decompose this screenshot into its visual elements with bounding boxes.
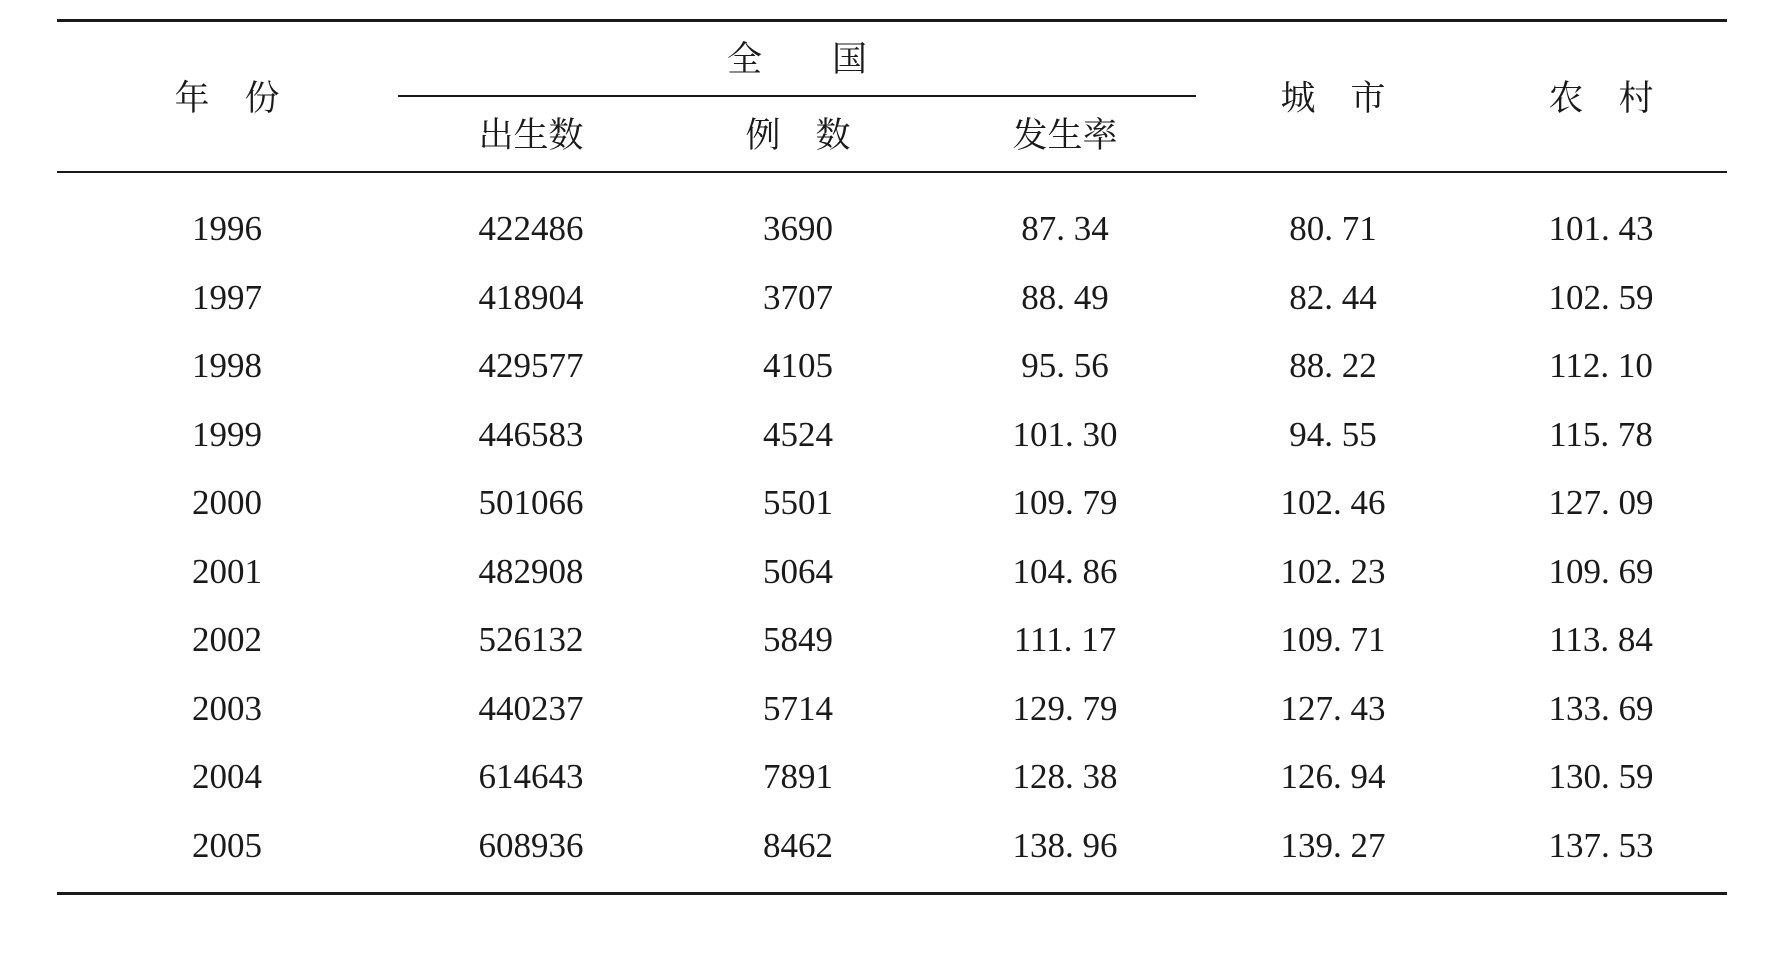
cell-city: 82. 44 <box>1289 277 1377 317</box>
cell-rural: 109. 69 <box>1548 551 1654 591</box>
table-top-rule <box>57 19 1727 22</box>
cell-city: 80. 71 <box>1289 209 1377 248</box>
cell-year: 2005 <box>192 825 262 865</box>
cell-year: 1999 <box>192 414 262 454</box>
cell-rural: 101. 43 <box>1548 209 1654 248</box>
cell-rural: 102. 59 <box>1548 277 1654 317</box>
cell-city: 102. 46 <box>1280 483 1386 522</box>
cell-rural: 130. 59 <box>1548 757 1654 796</box>
cell-cases: 4524 <box>763 414 833 454</box>
cell-year: 2002 <box>192 620 262 659</box>
cell-cases: 3690 <box>763 209 833 248</box>
cell-city: 88. 22 <box>1289 346 1377 385</box>
cell-cases: 5714 <box>763 688 833 728</box>
cell-year: 1996 <box>192 209 262 248</box>
cell-rate: 87. 34 <box>1021 209 1109 248</box>
cell-city: 109. 71 <box>1280 620 1386 659</box>
cell-rate: 88. 49 <box>1021 277 1109 317</box>
cell-rural: 113. 84 <box>1549 620 1653 659</box>
cell-rate: 129. 79 <box>1012 688 1118 728</box>
cell-rural: 127. 09 <box>1548 483 1654 522</box>
header-city: 城 市 <box>1280 79 1386 119</box>
header-bottom-rule <box>57 171 1727 173</box>
cell-rate: 101. 30 <box>1012 414 1118 454</box>
cell-births: 614643 <box>478 757 584 796</box>
cell-births: 501066 <box>478 483 584 522</box>
cell-births: 440237 <box>478 688 584 728</box>
cell-births: 526132 <box>478 620 584 659</box>
cell-rural: 112. 10 <box>1549 346 1653 385</box>
cell-births: 422486 <box>478 209 584 248</box>
cell-cases: 7891 <box>763 757 833 796</box>
cell-births: 418904 <box>478 277 584 317</box>
cell-cases: 3707 <box>763 277 833 317</box>
cell-cases: 5501 <box>763 483 833 522</box>
cell-city: 94. 55 <box>1289 414 1377 454</box>
cell-rural: 133. 69 <box>1548 688 1654 728</box>
cell-city: 126. 94 <box>1280 757 1386 796</box>
header-rate: 发生率 <box>1012 116 1118 156</box>
cell-rural: 115. 78 <box>1549 414 1653 454</box>
cell-births: 482908 <box>478 551 584 591</box>
header-rural: 农 村 <box>1548 79 1654 119</box>
cell-city: 139. 27 <box>1280 825 1386 865</box>
cell-year: 2003 <box>192 688 262 728</box>
cell-cases: 8462 <box>763 825 833 865</box>
cell-year: 1998 <box>192 346 262 385</box>
cell-births: 608936 <box>478 825 584 865</box>
cell-rate: 111. 17 <box>1013 620 1117 659</box>
cell-rate: 109. 79 <box>1012 483 1118 522</box>
cell-cases: 5849 <box>763 620 833 659</box>
cell-rate: 95. 56 <box>1021 346 1109 385</box>
cell-year: 2001 <box>192 551 262 591</box>
cell-year: 2004 <box>192 757 262 796</box>
table-bottom-rule <box>57 892 1727 895</box>
cell-rate: 104. 86 <box>1012 551 1118 591</box>
national-group-rule <box>398 95 1196 97</box>
cell-year: 2000 <box>192 483 262 522</box>
header-national: 全 国 <box>726 40 867 80</box>
cell-city: 127. 43 <box>1280 688 1386 728</box>
cell-cases: 5064 <box>763 551 833 591</box>
cell-rural: 137. 53 <box>1548 825 1654 865</box>
header-year: 年 份 <box>174 79 280 119</box>
cell-year: 1997 <box>192 277 262 317</box>
cell-births: 429577 <box>478 346 584 385</box>
cell-rate: 138. 96 <box>1012 825 1118 865</box>
cell-births: 446583 <box>478 414 584 454</box>
header-cases: 例 数 <box>745 116 851 156</box>
header-births: 出生数 <box>478 116 584 156</box>
cell-rate: 128. 38 <box>1012 757 1118 796</box>
cell-city: 102. 23 <box>1280 551 1386 591</box>
cell-cases: 4105 <box>763 346 833 385</box>
